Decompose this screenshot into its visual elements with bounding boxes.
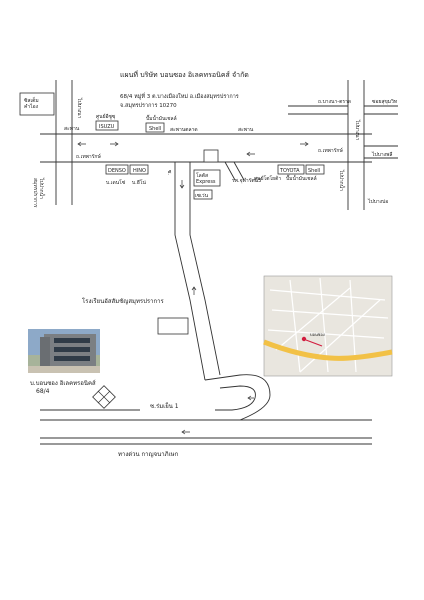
shell-right-label: Shell — [308, 168, 321, 174]
road-network — [40, 80, 398, 444]
road-thepharak-left: ถ.เทพารักษ์ — [76, 154, 101, 160]
isuzu-label: ISUZU — [99, 124, 115, 130]
hospital-label: รพ.จุฬารัตน์3 — [232, 178, 262, 184]
inset-map — [264, 276, 392, 376]
soi-sukhumvit-label: ซอยสุขุมวิท — [372, 99, 398, 105]
bridge-center-label: สะพานตลาด — [170, 127, 198, 133]
bus-stop-label: ซิสเต็ม คำไอง — [24, 98, 39, 110]
seven-label: เซเว่น — [195, 193, 209, 199]
toyota-label: TOYOTA — [280, 168, 300, 174]
to-pakkret-label: ไปปากน้ำ — [338, 170, 344, 191]
soi-romyen-label: ซ.ร่มเย็น 1 — [150, 403, 179, 410]
isuzu-center-label: ศูนย์อีซูซุ — [96, 114, 116, 120]
road-thepharak-right: ถ.เทพารักษ์ — [318, 148, 343, 154]
school-building — [158, 318, 188, 334]
shell-pump-left-label: ปั๊มน้ำมันเชลล์ — [146, 116, 177, 122]
to-samut-prakan-label: ไปปากน้ำ สมุทรปราการ — [32, 178, 44, 208]
to-bangna-right-label: ไปบางนา — [354, 120, 360, 141]
hino-company-label: บ.ฮีโน่ — [132, 180, 146, 186]
bridge-center-marker — [204, 150, 218, 162]
to-bangna-trad-label: ถ.บางนา-ตราด — [318, 99, 352, 105]
inset-location-pin — [302, 337, 306, 341]
bridge-right-label: สะพาน — [238, 127, 254, 133]
expressway-label: ทางด่วน กาญจนาภิเษก — [118, 451, 179, 458]
company-number-label: 68/4 — [36, 388, 50, 395]
shell-left-label: Shell — [149, 126, 162, 132]
to-bang-pli-label: ไปบางพลี — [372, 152, 393, 158]
company-building-photo — [28, 329, 100, 373]
denso-label: DENSO — [108, 168, 126, 174]
lotus-label: โลตัส Express — [196, 173, 216, 185]
company-address: 68/4 หมู่ที่ 3 ต.บางเมืองใหม่ อ.เมืองสมุทรปราการ — [120, 94, 239, 100]
map-title: แผนที่ บริษัท บอนซอง อิเลคทรอนิคส์ จำกัด — [120, 71, 249, 79]
toyota-center-label: ศูนย์โตโยต้า — [254, 176, 282, 182]
company-plot-marker — [93, 386, 116, 409]
to-bangkok-label: ไปบางนา — [76, 98, 82, 119]
soi-vertical-label: ซ. — [166, 170, 172, 175]
to-bangbo-label: ไปบางบ่อ — [368, 199, 389, 205]
school-label: โรงเรียนอัสสัมชัญสมุทรปราการ — [82, 298, 164, 305]
shell-pump-right-label: ปั๊มน้ำมันเชลล์ — [286, 176, 317, 182]
company-address-postcode: จ.สมุทรปราการ 10270 — [120, 103, 177, 109]
denso-company-label: บ.เดนโซ่ — [106, 180, 126, 186]
company-name-label: บ.บอนซอง อิเลคทรอนิคส์ — [30, 380, 96, 387]
bridge-left-label: สะพาน — [64, 126, 80, 132]
inset-pin-label: บอนซอง — [310, 332, 325, 337]
hino-label: HINO — [133, 168, 146, 174]
